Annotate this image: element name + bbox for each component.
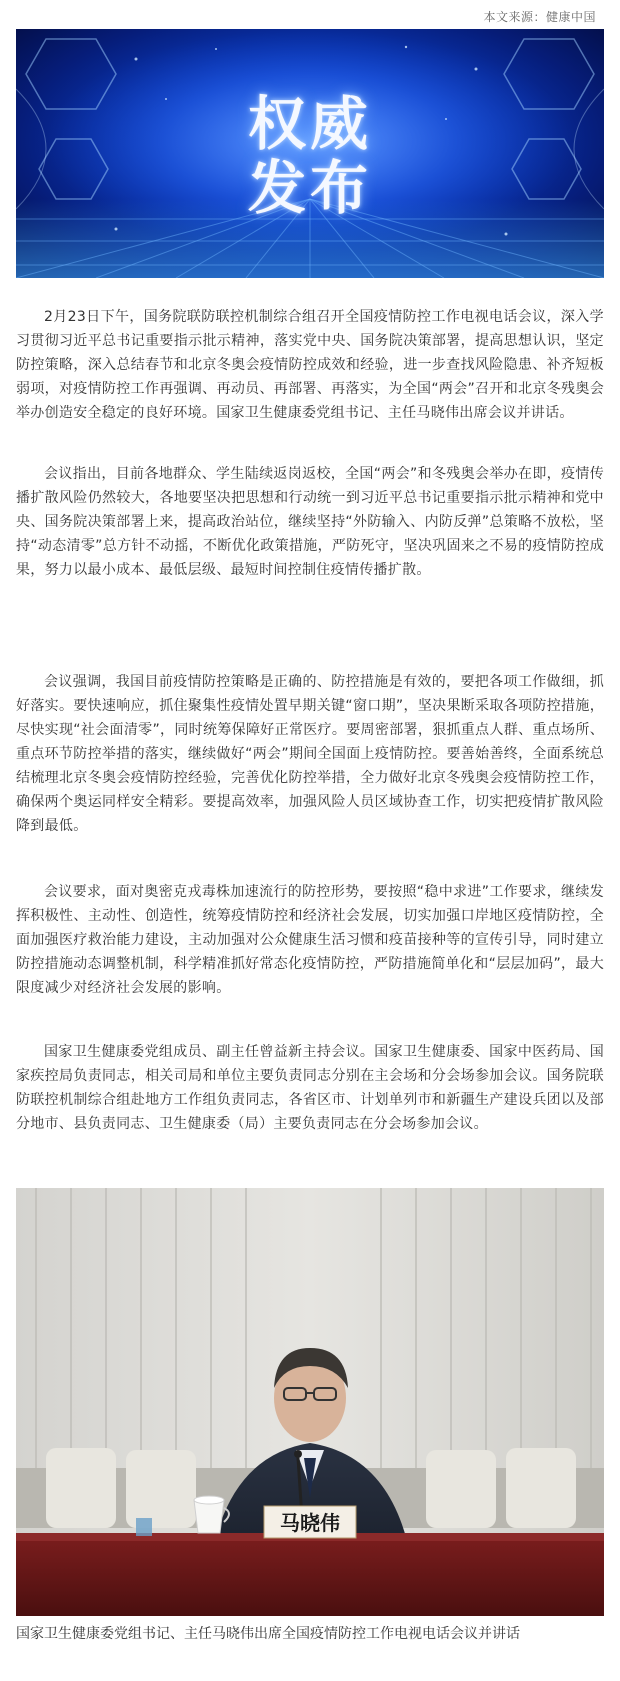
article-paragraph-3: 会议强调，我国目前疫情防控策略是正确的、防控措施是有效的，要把各项工作做细，抓好落实。要快速响应，抓住聚集性疫情处置早期关键“窗口期”，坚决果断采取各项防控措施，尽快实现“社会面清零”，同时统筹保障好正常医疗。要周密部署，狠抓重点人群、重点场所、重点环节防控举措的落实，继续做好“两会”期间全国面上疫情防控。要善始善终，全面系统总结梳理北京冬奥会疫情防控经验，完善优化防控举措，全力做好北京冬残奥会疫情防控工作，确保两个奥运同样安全精彩。要提高效率，加强风险人员区域协查工作，切实把疫情扩散风险降到最低。 [16, 674, 604, 834]
source-label: 本文来源：健康中国 [483, 10, 596, 24]
banner-title-line2: 发布 [247, 154, 372, 222]
article-paragraph-2: 会议指出，目前各地群众、学生陆续返岗返校，全国“两会”和冬残奥会举办在即，疫情传播扩散风险仍然较大，各地要坚决把思想和行动统一到习近平总书记重要指示批示精神和党中央、国务院决策部署上来，提高政治站位，继续坚持“外防输入、内防反弹”总策略不放松，坚持“动态清零”总方针不动摇，不断优化政策措施，严防死守，坚决巩固来之不易的疫情防控成果，努力以最小成本、最低层级、最短时间控制住疫情传播扩散。 [16, 466, 604, 578]
article-paragraph-4: 会议要求，面对奥密克戎毒株加速流行的防控形势，要按照“稳中求进”工作要求，继续发挥积极性、主动性、创造性，统筹疫情防控和经济社会发展，切实加强口岸地区疫情防控，全面加强医疗救治能力建设，主动加强对公众健康生活习惯和疫苗接种等的宣传引导，同时建立防控措施动态调整机制，科学精准抓好常态化疫情防控，严防措施简单化和“层层加码”，最大限度减少对经济社会发展的影响。 [16, 884, 604, 996]
article-paragraph-1: 2月23日下午，国务院联防联控机制综合组召开全国疫情防控工作电视电话会议，深入学习贯彻习近平总书记重要指示批示精神，落实党中央、国务院决策部署，提高思想认识，坚定防控策略，深入总结春节和北京冬奥会疫情防控成效和经验，进一步查找风险隐患、补齐短板弱项，对疫情防控工作再强调、再动员、再部署、再落实，为全国“两会”召开和北京冬残奥会举办创造安全稳定的良好环境。国家卫生健康委党组书记、主任马晓伟出席会议并讲话。 [16, 309, 604, 421]
article-paragraph-5: 国家卫生健康委党组成员、副主任曾益新主持会议。国家卫生健康委、国家中医药局、国家疾控局负责同志，相关司局和单位主要负责同志分别在主会场和分会场参加会议。国务院联防联控机制综合组赴地方工作组负责同志，各省区市、计划单列市和新疆生产建设兵团以及部分地市、县负责同志、卫生健康委（局）主要负责同志在分会场参加会议。 [16, 1044, 604, 1132]
photo-caption: 国家卫生健康委党组书记、主任马晓伟出席全国疫情防控工作电视电话会议并讲话 [16, 1626, 520, 1642]
banner-title-line1: 权威 [247, 90, 372, 158]
speaker-photo-graphic [16, 1188, 604, 1616]
banner-image [16, 29, 604, 278]
speaker-photo [16, 1188, 604, 1616]
nameplate-text: 马晓伟 [280, 1511, 340, 1535]
